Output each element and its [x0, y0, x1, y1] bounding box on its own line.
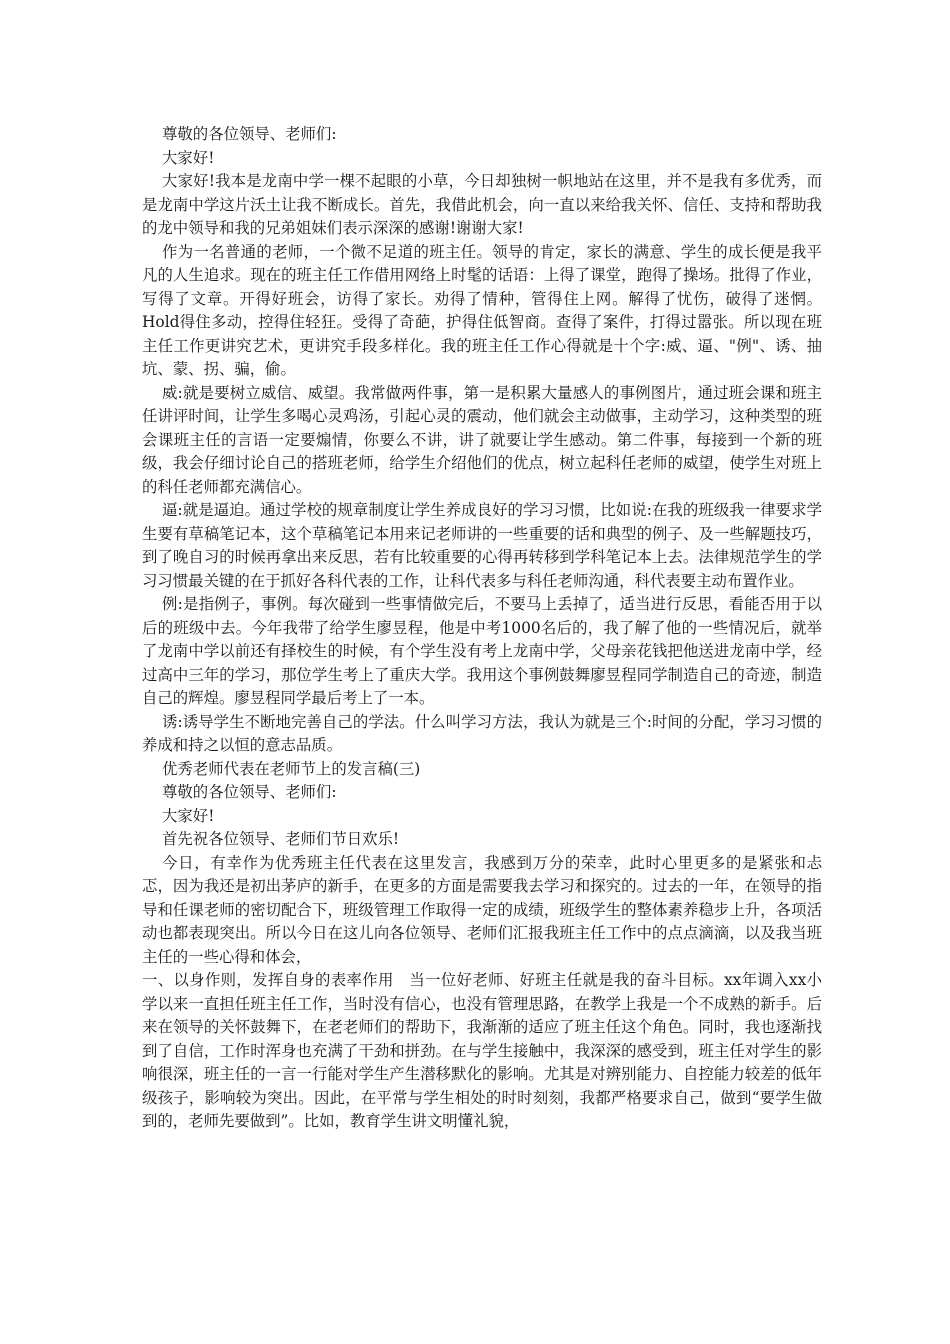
body-paragraph: 作为一名普通的老师，一个微不足道的班主任。领导的肯定，家长的满意、学生的成长便是我平凡的人生追求。现在的班主任工作借用网络上时髦的话语：上得了课堂，跑得了操场。批得了作业，写得了文章。开得好班会，访得了家长。劝得了情种，管得住上网。解得了忧伤，破得了迷惘。Hold得住多动，控得住轻狂。受得了奇葩，护得住低智商。查得了案件，打得过嚣张。所以现在班主任工作更讲究艺术，更讲究手段多样化。我的班主任工作心得就是十个字:威、逼、"例"、诱、抽 坑、蒙、拐、骗，偷。	[142, 242, 822, 378]
body-paragraph: 诱:诱导学生不断地完善自己的学法。什么叫学习方法，我认为就是三个:时间的分配，学习习惯的养成和持之以恒的意志品质。	[142, 712, 822, 754]
section-title: 优秀老师代表在老师节上的发言稿(三)	[162, 759, 421, 778]
body-paragraph: 大家好!我本是龙南中学一棵不起眼的小草，今日却独树一帜地站在这里，并不是我有多优秀，而是龙南中学这片沃土让我不断成长。首先，我借此机会，向一直以来给我关怀、信任、支持和帮助我的龙中领导和我的兄弟姐妹们表示深深的感谢!谢谢大家!	[142, 172, 822, 237]
body-paragraph: 逼:就是逼迫。通过学校的规章制度让学生养成良好的学习习惯，比如说:在我的班级我一律要求学生要有草稿笔记本，这个草稿笔记本用来记老师讲的一些重要的话和典型的例子、及一些解题技巧，到了晚自习的时候再拿出来反思，若有比较重要的心得再转移到学科笔记本上去。法律规范学生的学习习惯最关键的在于抓好各科代表的工作，让科代表多与科任老师沟通，科代表要主动布置作业。	[142, 501, 822, 590]
document-body	[142, 123, 822, 1134]
salutation: 尊敬的各位领导、老师们:	[162, 783, 337, 801]
body-paragraph: 一、以身作则，发挥自身的表率作用 当一位好老师、好班主任就是我的奋斗目标。xx年调入xx小学以来一直担任班主任工作，当时没有信心，也没有管理思路，在教学上我是一个不成熟的新手。后来在领导的关怀鼓舞下，在老老师们的帮助下，我渐渐的适应了班主任这个角色。同时，我也逐渐找到了自信，工作时浑身也充满了干劲和拼劲。在与学生接触中，我深深的感受到，班主任对学生的影响很深，班主任的一言一行能对学生产生潜移默化的影响。尤其是对辨别能力、自控能力较差的低年级孩子，影响较为突出。因此，在平常与学生相处的时时刻刻，我都严格要求自己，做到“要学生做到的，老师先要做到”。比如，教育学生讲文明懂礼貌，	[142, 971, 822, 1130]
greeting: 大家好!	[162, 806, 215, 825]
body-paragraph: 例:是指例子，事例。每次碰到一些事情做完后，不要马上丢掉了，适当进行反思，看能否用于以后的班级中去。今年我带了给学生廖昱程，他是中考1000名后的，我了解了他的一些情况后，就举了龙南中学以前还有择校生的时候，有个学生没有考上龙南中学，父母亲花钱把他送进龙南中学，经过高中三年的学习，那位学生考上了重庆大学。我用这个事例鼓舞廖昱程同学制造自己的奇迹，制造自己的辉煌。廖昱程同学最后考上了一本。	[142, 595, 822, 707]
body-paragraph: 今日，有幸作为优秀班主任代表在这里发言，我感到万分的荣幸，此时心里更多的是紧张和忐忑，因为我还是初出茅庐的新手，在更多的方面是需要我去学习和探究的。过去的一年，在领导的指导和任课老师的密切配合下，班级管理工作取得一定的成绩，班级学生的整体素养稳步上升，各项活动也都表现突出。所以今日在这儿向各位领导、老师们汇报我班主任工作中的点点滴滴，以及我当班主任的一些心得和体会，	[142, 853, 822, 966]
salutation: 尊敬的各位领导、老师们:	[162, 125, 337, 143]
greeting: 大家好!	[162, 148, 215, 167]
body-paragraph: 首先祝各位领导、老师们节日欢乐!	[162, 830, 400, 848]
body-paragraph: 威:就是要树立威信、威望。我常做两件事，第一是积累大量感人的事例图片，通过班会课和班主任讲评时间，让学生多喝心灵鸡汤，引起心灵的震动，他们就会主动做事，主动学习，这种类型的班会课班主任的言语一定要煽情，你要么不讲，讲了就要让学生感动。第二件事，每接到一个新的班级，我会仔细讨论自己的搭班老师，给学生介绍他们的优点，树立起科任老师的威望，使学生对班上的科任老师都充满信心。	[142, 383, 822, 496]
